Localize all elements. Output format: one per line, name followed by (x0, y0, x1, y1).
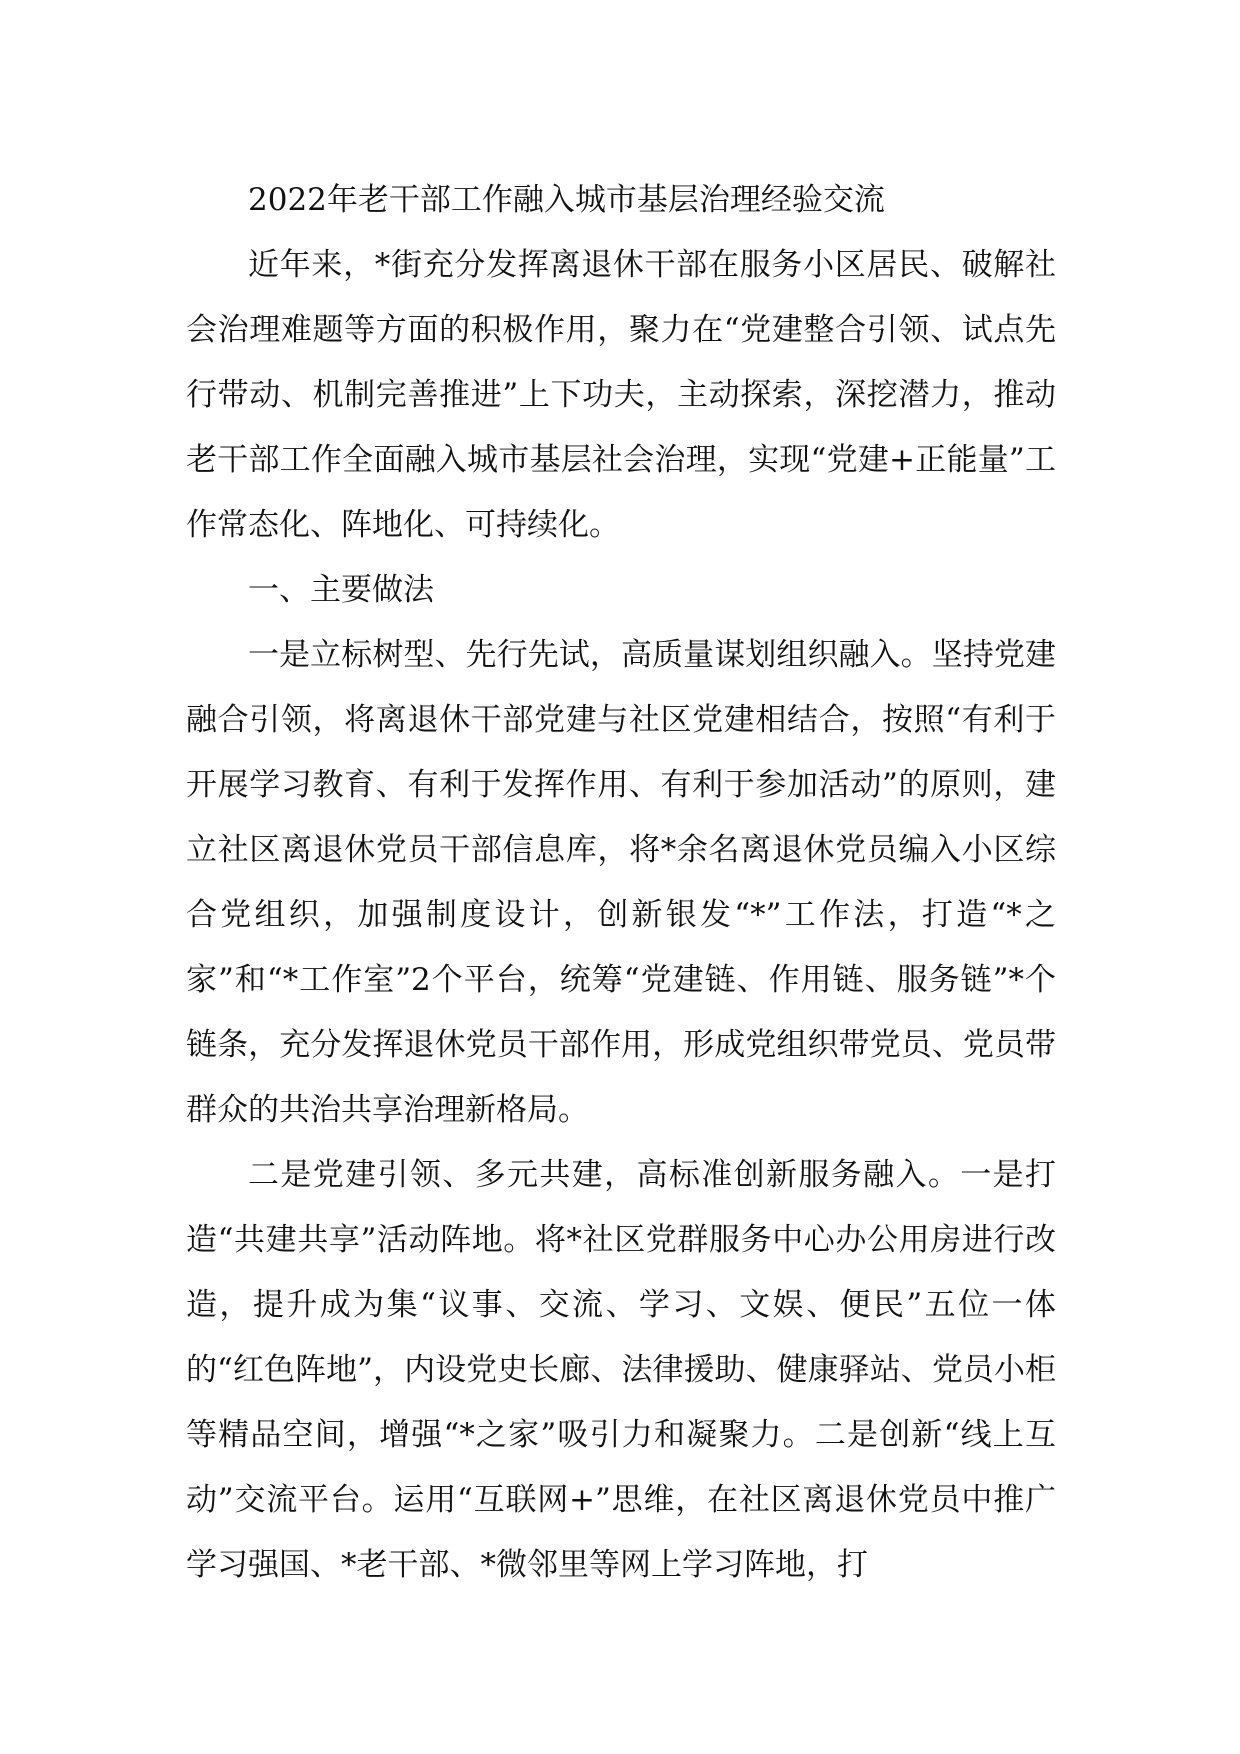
paragraph-intro: 近年来，*街充分发挥离退休干部在服务小区居民、破解社会治理难题等方面的积极作用，聚力在“党建整合引领、试点先行带动、机制完善推进”上下功夫，主动探索，深挖潜力，推动老干部工作全面融入城市基层社会治理，实现“党建+正能量”工作常态化、阵地化、可持续化。 (186, 247, 1056, 543)
paragraph-practice-1: 一是立标树型、先行先试，高质量谋划组织融入。坚持党建融合引领，将离退休干部党建与社区党建相结合，按照“有利于开展学习教育、有利于发挥作用、有利于参加活动”的原则，建立社区离退休党员干部信息库，将*余名离退休党员编入小区综合党组织，加强制度设计，创新银发“*”工作法，打造“*之家”和“*工作室”2个平台，统筹“党建链、作用链、服务链”*个链条，充分发挥退休党员干部作用，形成党组织带党员、党员带群众的共治共享治理新格局。 (186, 637, 1056, 1128)
document-body (186, 168, 1056, 1598)
paragraph-practice-2: 二是党建引领、多元共建，高标准创新服务融入。一是打造“共建共享”活动阵地。将*社区党群服务中心办公用房进行改造，提升成为集“议事、交流、学习、文娱、便民”五位一体的“红色阵地”，内设党史长廊、法律援助、健康驿站、党员小柜等精品空间，增强“*之家”吸引力和凝聚力。二是创新“线上互动”交流平台。运用“互联网+”思维，在社区离退休党员中推广学习强国、*老干部、*微邻里等网上学习阵地，打 (186, 1157, 1056, 1583)
section-heading: 一、主要做法 (248, 572, 434, 608)
document-title: 2022年老干部工作融入城市基层治理经验交流 (248, 182, 885, 218)
